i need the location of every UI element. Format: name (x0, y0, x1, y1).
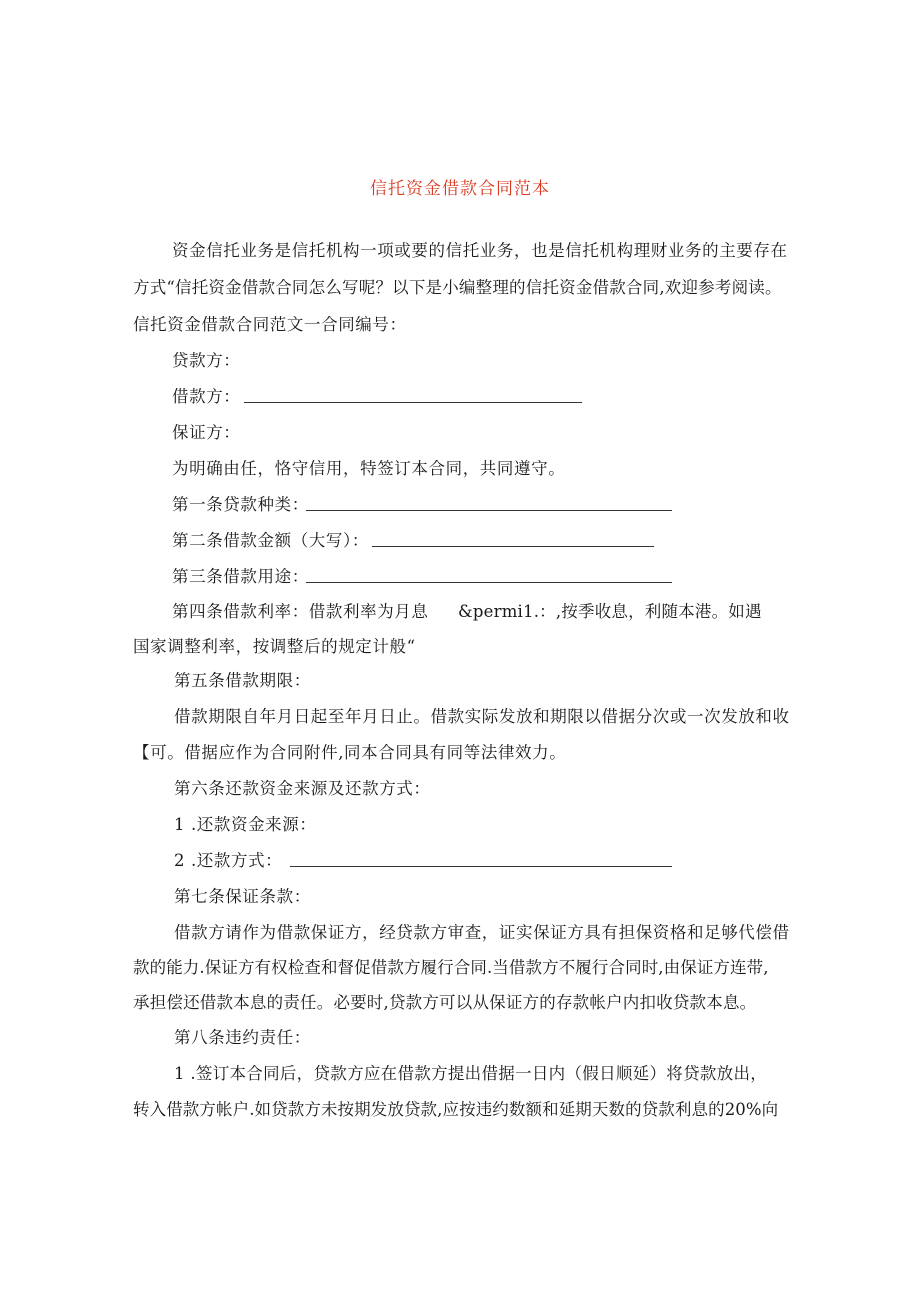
article-8-text-1: 1 .签订本合同后，贷款方应在借款方提出借据一日内（假日顺延）将贷款放出， (174, 1064, 768, 1083)
intro-line-2: 方式“信托资金借款合同怎么写呢？以下是小编整理的信托资金借款合同,欢迎参考阅读。 (133, 278, 782, 297)
article-7-text-3: 承担偿还借款本息的责任。必要时,贷款方可以从保证方的存款帐户内扣收贷款本息。 (133, 993, 757, 1012)
article-5-text-2: 【可。借据应作为合同附件,同本合同具有同等法律效力。 (133, 743, 567, 762)
article-1-label: 第一条贷款种类： (172, 495, 309, 514)
article-7-heading: 第七条保证条款： (174, 887, 311, 906)
article-2-blank-line (372, 546, 654, 547)
preamble: 为明确由任，恪守信用，特签订本合同，共同遵守。 (172, 459, 566, 478)
article-8-heading: 第八条违约责任： (174, 1028, 311, 1047)
intro-line-1: 资金信托业务是信托机构一项或要的信托业务，也是信托机构理财业务的主要存在 (172, 241, 788, 260)
article-6-blank-line (290, 866, 672, 867)
article-3-blank-line (306, 582, 672, 583)
article-3-label: 第三条借款用途： (172, 567, 309, 586)
article-4-line-2: 国家调整利率，按调整后的规定计般“ (133, 637, 416, 656)
article-7-text-1: 借款方请作为借款保证方，经贷款方审查，证实保证方具有担保资格和足够代偿借 (174, 923, 790, 942)
borrower-label: 借款方： (172, 387, 241, 406)
article-4-rate-text: &permi1.：,按季收息，利随本港。如遇 (458, 602, 762, 621)
article-5-heading: 第五条借款期限： (174, 671, 311, 690)
article-2-label: 第二条借款金额（大写）： (172, 531, 369, 550)
article-6-item-1: 1 .还款资金来源： (174, 815, 317, 834)
article-6-heading: 第六条还款资金来源及还款方式： (174, 779, 431, 798)
article-8-text-2: 转入借款方帐户.如贷款方未按期发放贷款,应按违约数额和延期天数的贷款利息的20%向 (133, 1100, 779, 1119)
document-title: 信托资金借款合同范本 (370, 179, 550, 199)
article-7-text-2: 款的能力.保证方有权检查和督促借款方履行合同.当借款方不履行合同时,由保证方连带, (133, 958, 769, 977)
intro-line-3: 信托资金借款合同范文一合同编号： (133, 315, 407, 334)
guarantor-label: 保证方： (172, 423, 241, 442)
article-1-blank-line (306, 510, 672, 511)
borrower-blank-line (244, 402, 582, 403)
lender-label: 贷款方： (172, 351, 241, 370)
article-5-text-1: 借款期限自年月日起至年月日止。借款实际发放和期限以借据分次或一次发放和收 (174, 707, 790, 726)
article-4-text: 第四条借款利率：借款利率为月息 (172, 602, 429, 621)
article-6-item-2: 2 .还款方式： (174, 851, 283, 870)
